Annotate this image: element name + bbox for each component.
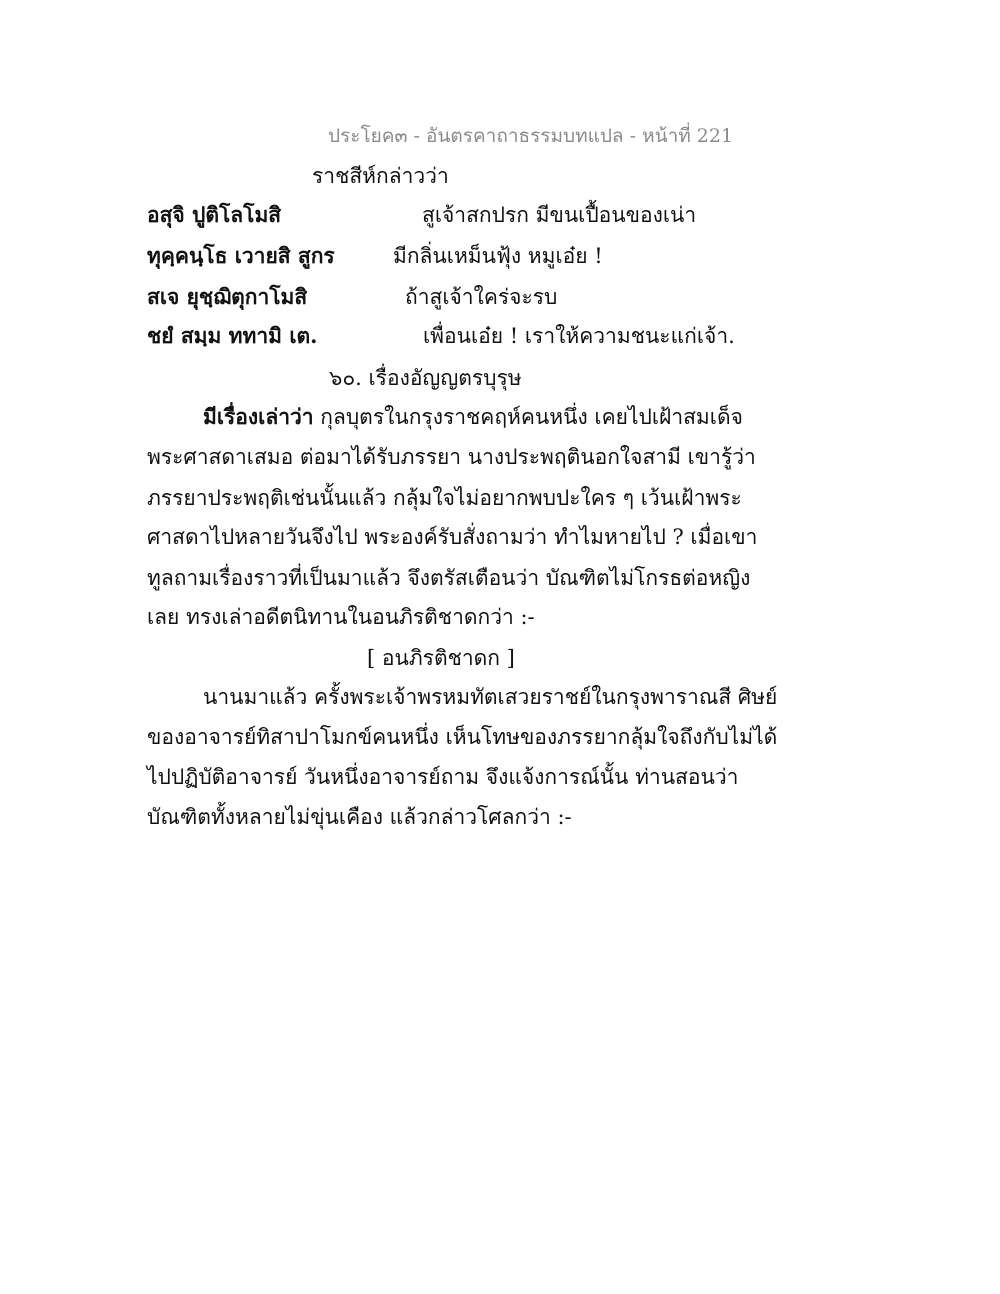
story-title: ๖๐. เรื่องอัญญตรบุรุษ: [329, 366, 522, 390]
paragraph-line: ศาสดาไปหลายวันจึงไป พระองค์รับสั่งถามว่า ทำไมหายไป ? เมื่อเขา: [147, 525, 758, 549]
verse-thai-line: มีกลิ่นเหม็นฟุ้ง หมูเอ๋ย !: [393, 244, 603, 268]
verse-thai-line: สูเจ้าสกปรก มีขนเปื้อนของเน่า: [422, 203, 697, 227]
verse-pali-line: ทุคฺคนฺโธ เวายสิ สูกร: [147, 243, 335, 268]
page-header: ประโยค๓ - อันตรคาถาธรรมบทแปล - หน้าที่ 221: [328, 125, 734, 147]
paragraph-line: บัณฑิตทั้งหลายไม่ขุ่นเคือง แล้วกล่าวโศลกว่า :-: [147, 805, 572, 829]
verse-thai-line: ถ้าสูเจ้าใคร่จะรบ: [405, 285, 558, 309]
paragraph-line: ภรรยาประพฤติเช่นนั้นแล้ว กลุ้มใจไม่อยากพบปะใคร ๆ เว้นเฝ้าพระ: [147, 486, 742, 510]
paragraph-text: กุลบุตรในกรุงราชคฤห์คนหนึ่ง เคยไปเฝ้าสมเด็จ: [313, 405, 743, 429]
jataka-title: [ อนภิรติชาดก ]: [367, 646, 515, 670]
paragraph-line: นานมาแล้ว ครั้งพระเจ้าพรหมทัตเสวยราชย์ในกรุงพาราณสี ศิษย์: [203, 685, 778, 709]
verse-thai-line: เพื่อนเอ๋ย ! เราให้ความชนะแก่เจ้า.: [423, 324, 735, 348]
paragraph-line: เลย ทรงเล่าอดีตนิทานในอนภิรติชาดกว่า :-: [147, 605, 535, 629]
verse-pali-line: อสุจิ ปูติโลโมสิ: [147, 202, 282, 227]
verse-pali-line: ชยํ สมฺม ททามิ เต.: [147, 323, 318, 348]
paragraph-line: ไปปฏิบัติอาจารย์ วันหนึ่งอาจารย์ถาม จึงแจ้งการณ์นั้น ท่านสอนว่า: [147, 765, 739, 789]
paragraph-lead: มีเรื่องเล่าว่า: [203, 404, 314, 429]
paragraph-line: ทูลถามเรื่องราวที่เป็นมาแล้ว จึงตรัสเตือนว่า บัณฑิตไม่โกรธต่อหญิง: [147, 566, 751, 590]
paragraph-line: ของอาจารย์ทิสาปาโมกข์คนหนึ่ง เห็นโทษของภรรยากลุ้มใจถึงกับไม่ได้: [147, 725, 778, 749]
verse-pali-line: สเจ ยุชฺฌิตุกาโมสิ: [147, 284, 308, 309]
paragraph-line: [203, 403, 743, 431]
paragraph-line: พระศาสดาเสมอ ต่อมาได้รับภรรยา นางประพฤตินอกใจสามี เขารู้ว่า: [147, 445, 756, 469]
verse-intro: ราชสีห์กล่าวว่า: [312, 164, 449, 188]
